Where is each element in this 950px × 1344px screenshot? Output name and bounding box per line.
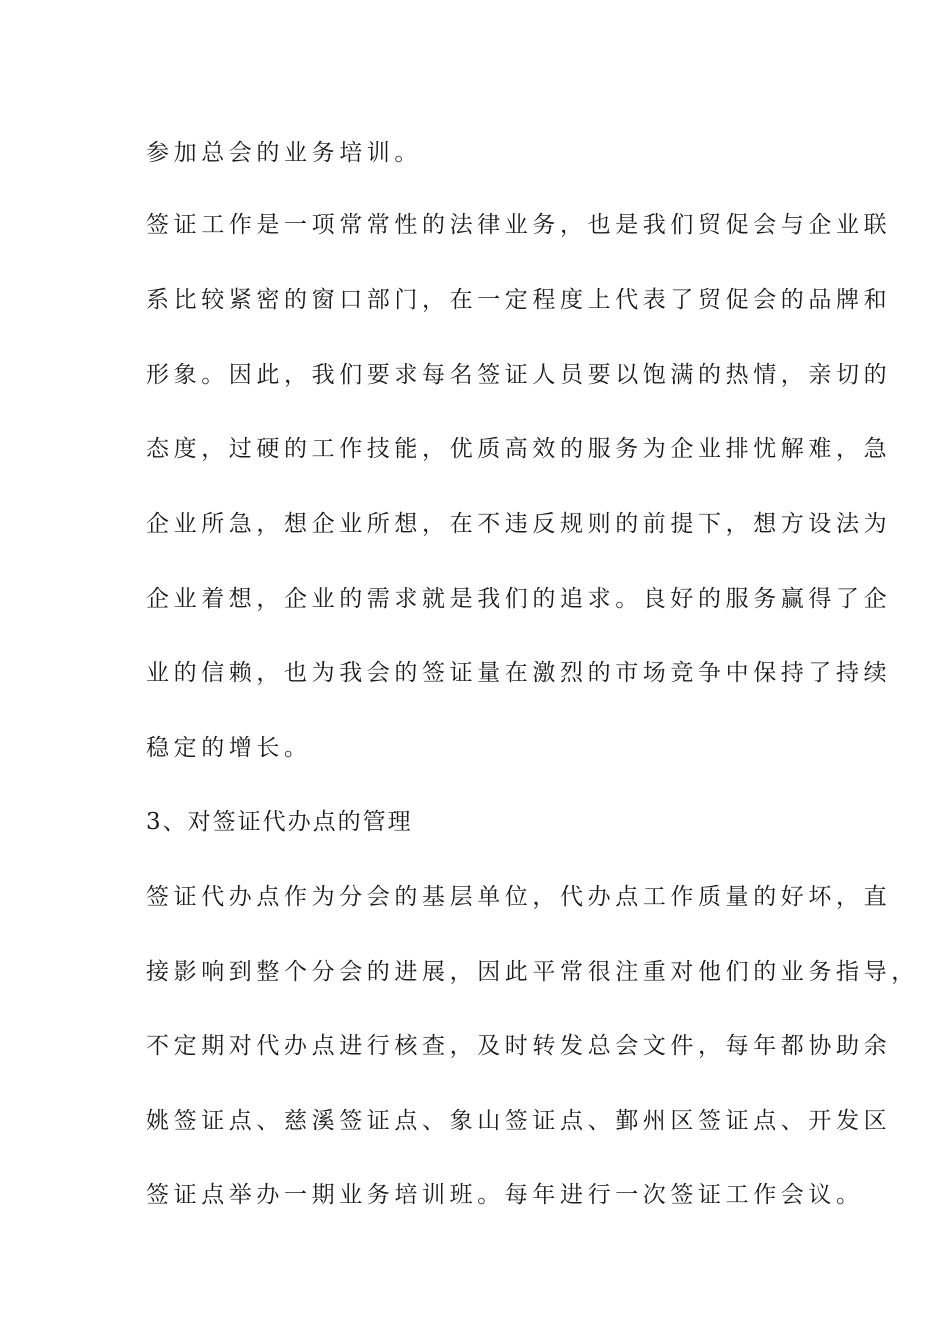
text-line: 签证点举办一期业务培训班。每年进行一次签证工作会议。 [146,1182,864,1208]
text-line: 系比较紧密的窗口部门，在一定程度上代表了贸促会的品牌和 [146,287,892,313]
text-line: 姚签证点、慈溪签证点、象山签证点、鄞州区签证点、开发区 [146,1108,892,1134]
text-line: 接影响到整个分会的进展，因此平常很注重对他们的业务指导， [146,959,919,985]
text-line: 不定期对代办点进行核查，及时转发总会文件，每年都协助余 [146,1033,892,1059]
text-line: 稳定的增长。 [146,735,312,761]
text-line: 签证工作是一项常常性的法律业务，也是我们贸促会与企业联 [146,212,892,238]
text-line: 企业着想，企业的需求就是我们的追求。良好的服务赢得了企 [146,586,892,612]
text-line: 签证代办点作为分会的基层单位，代办点工作质量的好坏，直 [146,884,892,910]
text-line: 形象。因此，我们要求每名签证人员要以饱满的热情，亲切的 [146,362,892,388]
text-line: 参加总会的业务培训。 [146,140,422,166]
text-line: 企业所急，想企业所想，在不违反规则的前提下，想方设法为 [146,511,892,537]
text-line: 业的信赖，也为我会的签证量在激烈的市场竞争中保持了持续 [146,660,892,686]
text-line: 态度，过硬的工作技能，优质高效的服务为企业排忧解难，急 [146,436,892,462]
section-heading: 3、对签证代办点的管理 [146,809,413,835]
